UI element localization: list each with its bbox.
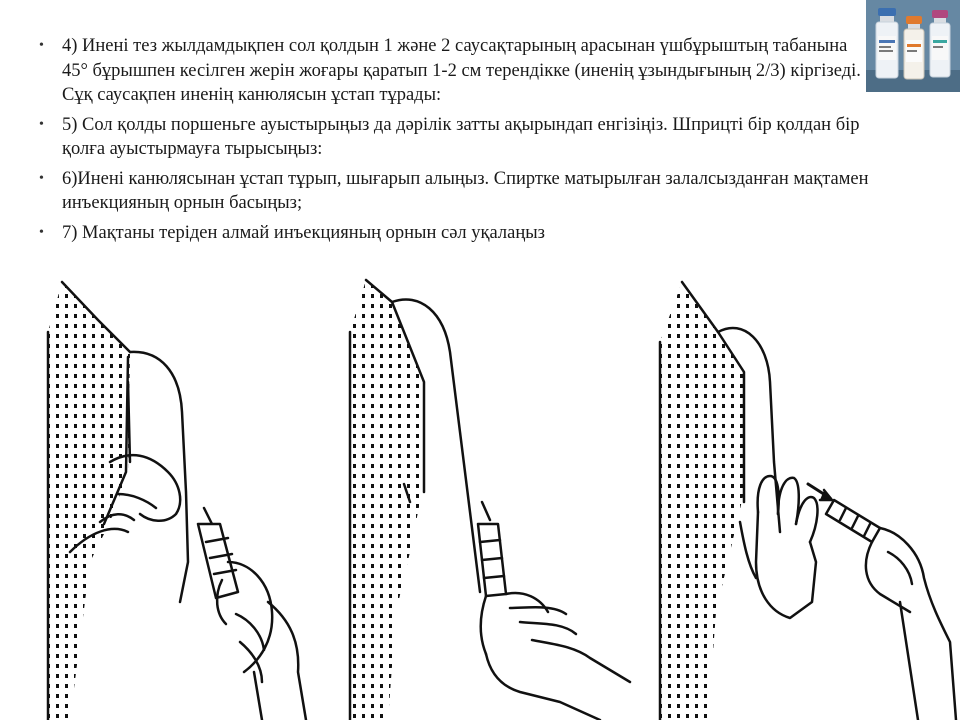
vials-photo-graphic: [866, 0, 960, 92]
bullet-item: [36, 113, 876, 162]
bullet-marker: •: [39, 116, 44, 132]
bullet-item: [36, 34, 876, 108]
bullet-text: 7) Мақтаны теріден алмай инъекцияның орнын сәл уқалаңыз: [62, 222, 545, 243]
bullet-text: 5) Сол қолды поршеньге ауыстырыңыз да дәрілік затты ақырындап енгізіңіз. Шприцті бір қолдан бір қолға ауыстырмауға тырысыңыз:: [62, 114, 860, 159]
needle-insertion-drawing-icon: [48, 282, 306, 720]
syringe-plunger-drawing-icon: [350, 280, 630, 720]
bullet-marker: •: [39, 224, 44, 240]
needle-withdrawal-drawing-icon: [660, 282, 956, 720]
bullet-marker: •: [39, 38, 44, 53]
vaccine-vials-photo-icon: [866, 0, 960, 92]
bullet-item: [36, 167, 876, 216]
bullet-text: 4) Инені тез жылдамдықпен сол қолдын 1 және 2 саусақтарының арасынан үшбұрыштың табанына 45° бұрышпен кесілген жерін жоғары қаратып 1-2 см терендікке (иненің ұзындығының 2/3) кіргізеді. Сұқ саусақпен иненің канюлясын ұстап тұрады:: [62, 36, 861, 105]
bullet-list: [36, 34, 876, 250]
bullet-text: 6)Инені канюлясынан ұстап тұрып, шығарып алыңыз. Спиртке матырылған залалсызданған мақтамен инъекцияның орнын басыңыз;: [62, 168, 869, 213]
bullet-item: [36, 221, 876, 246]
injection-illustrations: [0, 262, 960, 720]
bullet-marker: •: [39, 170, 44, 186]
